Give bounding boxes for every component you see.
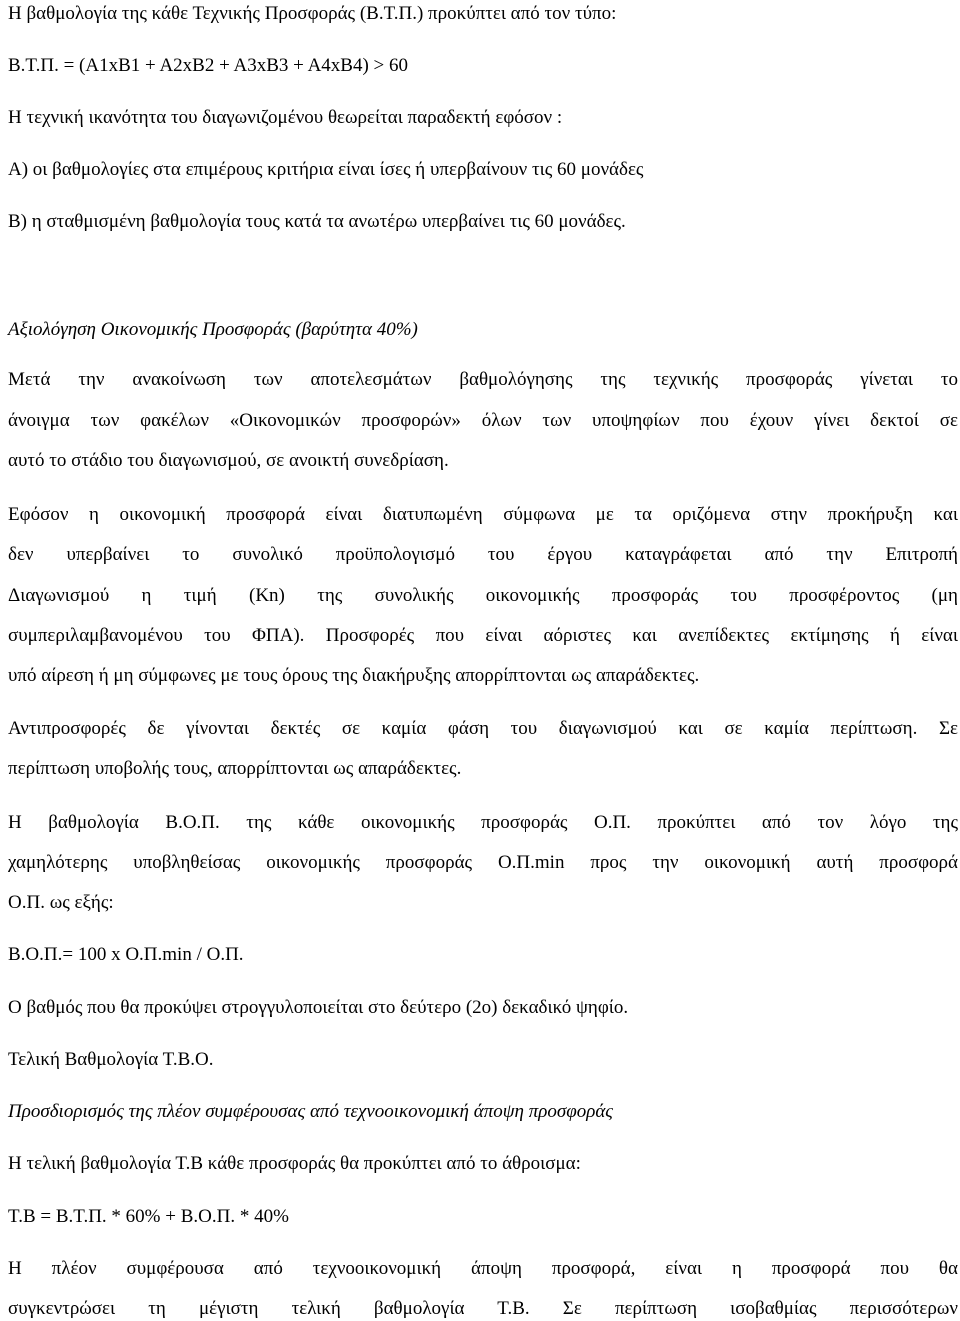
paragraph-5-line-1: Η πλέον συμφέρουσα από τεχνοοικονομική άποψη προσφορά, είναι η προσφορά που θα xyxy=(8,1258,958,1279)
doc-line-1: Η βαθμολογία της κάθε Τεχνικής Προσφοράς (Β.Τ.Π.) προκύπτει από τον τύπο: xyxy=(8,3,617,24)
criterion-b: Β) η σταθμισμένη βαθμολογία τους κατά τα ανωτέρω υπερβαίνει τις 60 μονάδες. xyxy=(8,211,626,232)
paragraph-3-line-1: Αντιπροσφορές δε γίνονται δεκτές σε καμία φάση του διαγωνισμού και σε καμία περίπτωση. Σε xyxy=(8,718,958,739)
paragraph-4-line-2: χαμηλότερης υποβληθείσας οικονομικής προσφοράς Ο.Π.min προς την οικονομική αυτή προσφορά xyxy=(8,852,958,873)
paragraph-2-line-5: υπό αίρεση ή μη σύμφωνες με τους όρους της διακήρυξης απορρίπτονται ως απαράδεκτες. xyxy=(8,665,700,686)
paragraph-2-line-4: συμπεριλαμβανομένου του ΦΠΑ). Προσφορές που είναι αόριστες και ανεπίδεκτες εκτίμησης ή είναι xyxy=(8,625,958,646)
paragraph-3-line-2: περίπτωση υποβολής τους, απορρίπτονται ως απαράδεκτες. xyxy=(8,758,462,779)
paragraph-4-line-1: Η βαθμολογία Β.Ο.Π. της κάθε οικονομικής προσφοράς Ο.Π. προκύπτει από τον λόγο της xyxy=(8,812,958,833)
formula-bop: Β.Ο.Π.= 100 x Ο.Π.min / Ο.Π. xyxy=(8,944,244,965)
paragraph-4-line-3: Ο.Π. ως εξής: xyxy=(8,892,114,913)
paragraph-1-line-3: αυτό το στάδιο του διαγωνισμού, σε ανοικτή συνεδρίαση. xyxy=(8,450,449,471)
section-heading-final-score: Τελική Βαθμολογία Τ.Β.Ο. xyxy=(8,1049,214,1070)
paragraph-1-line-1: Μετά την ανακοίνωση των αποτελεσμάτων βαθμολόγησης της τεχνικής προσφοράς γίνεται το xyxy=(8,369,958,390)
criterion-a: Α) οι βαθμολογίες στα επιμέρους κριτήρια είναι ίσες ή υπερβαίνουν τις 60 μονάδες xyxy=(8,159,644,180)
paragraph-5-line-2: συγκεντρώσει τη μέγιστη τελική βαθμολογία Τ.Β. Σε περίπτωση ισοβαθμίας περισσότερων xyxy=(8,1298,958,1319)
final-score-intro: Η τελική βαθμολογία Τ.Β κάθε προσφοράς θα προκύπτει από το άθροισμα: xyxy=(8,1153,581,1174)
rounding-note: Ο βαθμός που θα προκύψει στρογγυλοποιείται στο δεύτερο (2ο) δεκαδικό ψηφίο. xyxy=(8,997,629,1018)
paragraph-1-line-2: άνοιγμα των φακέλων «Οικονομικών προσφορών» όλων των υποψηφίων που έχουν γίνει δεκτοί σε xyxy=(8,410,958,431)
formula-tb: Τ.Β = Β.Τ.Π. * 60% + Β.Ο.Π. * 40% xyxy=(8,1206,289,1227)
doc-line-3: Η τεχνική ικανότητα του διαγωνιζομένου θεωρείται παραδεκτή εφόσον : xyxy=(8,107,563,128)
paragraph-2-line-2: δεν υπερβαίνει το συνολικό προϋπολογισμό του έργου καταγράφεται από την Επιτροπή xyxy=(8,544,958,565)
formula-btp: Β.Τ.Π. = (Α1xΒ1 + Α2xΒ2 + Α3xΒ3 + Α4xΒ4) > 60 xyxy=(8,55,409,76)
paragraph-2-line-3: Διαγωνισμού η τιμή (Κn) της συνολικής οικονομικής προσφοράς του προσφέροντος (μη xyxy=(8,585,958,606)
paragraph-2-line-1: Εφόσον η οικονομική προσφορά είναι διατυπωμένη σύμφωνα με τα οριζόμενα στην προκήρυξη και xyxy=(8,504,958,525)
section-heading-financial: Αξιολόγηση Οικονομικής Προσφοράς (βαρύτητα 40%) xyxy=(8,319,418,340)
section-heading-best-offer: Προσδιορισμός της πλέον συμφέρουσας από τεχνοοικονομική άποψη προσφοράς xyxy=(8,1101,614,1122)
